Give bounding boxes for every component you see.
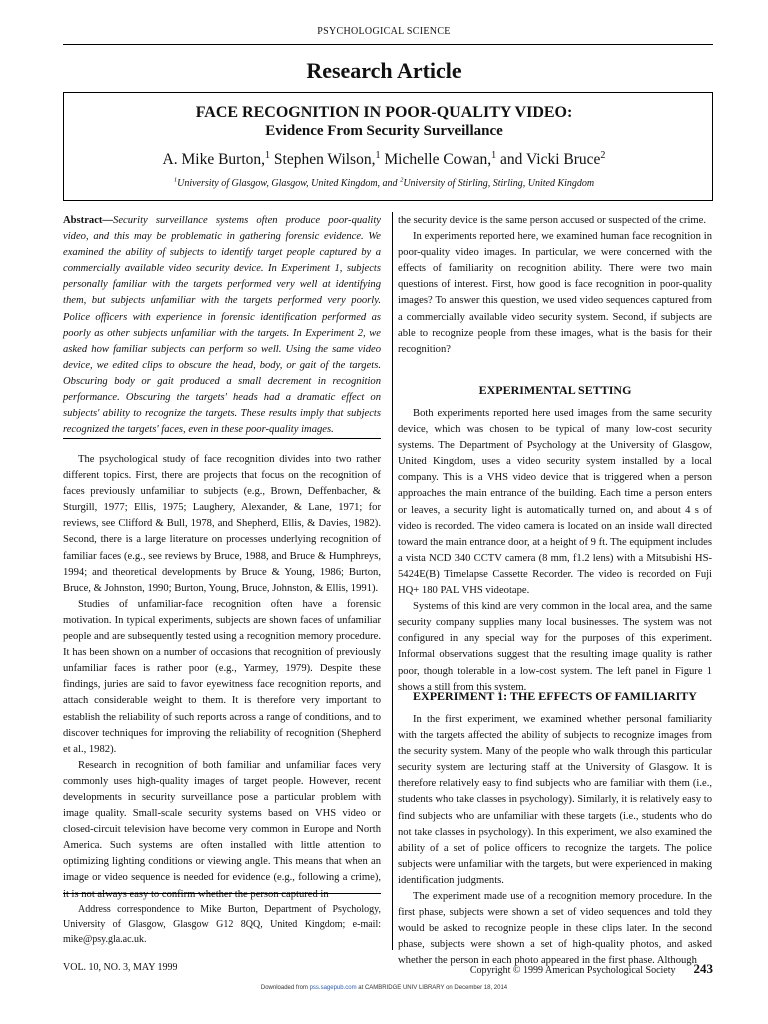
author-affiliation-mark: 2 bbox=[600, 149, 606, 161]
author-name: Michelle Cowan, bbox=[384, 151, 492, 168]
affiliation-text: University of Stirling, Stirling, United Kingdom bbox=[403, 178, 595, 189]
article-type-heading: Research Article bbox=[306, 58, 462, 83]
header-rule bbox=[63, 44, 713, 45]
page-number: 243 bbox=[693, 961, 713, 976]
body-paragraph: In experiments reported here, we examined human face recognition in poor-quality video images. In particular, we were concerned with the effects of familiarity on recognition ability. There were two main questions of interest. First, how good is face recognition in poor-quality images? To answer this question, we used video sequences captured from a commercially available video security system. Second, if subjects are able to recognize people from these images, what is the basis for their recognition? bbox=[398, 231, 712, 355]
article-title: FACE RECOGNITION IN POOR-QUALITY VIDEO: bbox=[195, 104, 573, 121]
body-paragraph: Studies of unfamiliar-face recognition often have a forensic motivation. In typical experiments, subjects are shown faces of unfamiliar people and are subsequently tested using a recognition memory procedure. It has been shown on a number of occasions that recognition of previously unfamiliar faces is rather poor (e.g., Yarmey, 1979). Despite these findings, juries are said to favor eyewitness face recognition reports, and attach considerable weight to them. It is therefore very important to establish the reliability of such reports across a range of conditions, and to discover techniques for improving the reliability of recognition (Shepherd et al., 1982). bbox=[63, 598, 381, 755]
left-column-body bbox=[63, 452, 381, 903]
abstract bbox=[63, 213, 381, 438]
body-paragraph: Research in recognition of both familiar and unfamiliar faces very commonly uses high-quality images of target people. However, recent developments in security surveillance pose a particular problem with image quality. Small-scale security systems based on VHS video or closed-circuit television have become very common in Europe and North America. Such systems are often installed with little attention to optimizing lighting conditions or viewing angle. This means that when an image or video sequence is needed for evidence (e.g., following a crime), it is not always easy to confirm whether the person captured in bbox=[63, 759, 381, 900]
volume-info: VOL. 10, NO. 3, MAY 1999 bbox=[63, 962, 178, 973]
author-name: A. Mike Burton, bbox=[162, 151, 265, 168]
body-paragraph: The psychological study of face recognition divides into two rather different topics. First, there are projects that focus on the recognition of faces previously unfamiliar to subjects (e.g., Brown, Deffenbacher, & Sturgill, 1977; Ellis, 1975; Laughery, Alexander, & Lane, 1971; for reviews, see Clifford & Bull, 1978, and Shepherd, Ellis, & Davies, 1982). Second, there is a large literature on processes underlying recognition of familiar faces (e.g., see reviews by Bruce, 1988, and Bruce & Humphreys, 1994; and theoretical developments by Bruce & Young, 1986; Burton, Bruce, & Johnston, 1990; Burton, Young, Bruce, Johnston, & Ellis, 1991). bbox=[63, 454, 381, 594]
body-paragraph: the security device is the same person accused or suspected of the crime. bbox=[398, 215, 706, 226]
section-experiment-1-body bbox=[398, 712, 712, 970]
affiliations bbox=[0, 178, 768, 189]
footnote-rule bbox=[63, 893, 381, 894]
author-name: and Vicki Bruce bbox=[500, 151, 601, 168]
abstract-label: Abstract— bbox=[63, 215, 114, 226]
abstract-text: Security surveillance systems often produce poor-quality video, and this may be problematic in gathering forensic evidence. We examined the ability of subjects to identify target people captured by a commercially available video security device. In Experiment 1, subjects personally familiar with the targets performed very well at identifying them, but subjects unfamiliar with the targets performed very poorly. Police officers with experience in forensic identification performed as poorly as other subjects unfamiliar with the targets. In Experiment 2, we asked how familiar subjects can perform so well. Using the same video device, we edited clips to obscure the head, body, or gait of the targets. Obscuring body or gait produced a small decrement in recognition performance. Obscuring the targets' heads had a dramatic effect on subjects' ability to recognize the targets. These results imply that subjects recognized the targets' faces, even in these poor-quality images. bbox=[63, 215, 381, 436]
download-notice bbox=[0, 985, 768, 991]
column-divider bbox=[392, 212, 393, 950]
author-list bbox=[0, 151, 768, 169]
affiliation-mark: 2 bbox=[400, 176, 404, 184]
correspondence-footnote bbox=[63, 902, 381, 947]
article-subtitle: Evidence From Security Surveillance bbox=[265, 123, 503, 139]
author-affiliation-mark: 1 bbox=[375, 149, 381, 161]
section-experimental-setting-body bbox=[398, 406, 712, 696]
affiliation-mark: 1 bbox=[173, 176, 178, 184]
body-paragraph: Both experiments reported here used images from the same security device, which was chosen to be typical of many low-cost security systems. The Department of Psychology at the University of Glasgow, United Kingdom, uses a video security system installed by a local company. This is a VHS video device that is triggered when a person approaches the main entrance of the building. Each time a person enters or leaves, a security light is automatically turned on, and about 4 s of video is recorded. The video camera is located on an inside wall directed toward the main entrance door, at a height of 9 ft. The equipment includes a vista NCD 340 CCTV camera (8 mm, f1.2 lens) with a Mitsubishi HS-5424E(B) Timelapse Cassette Recorder. The video is recorded on Fuji HQ+ 180 PAL VHS videotape. bbox=[398, 408, 712, 597]
download-prefix: Downloaded from bbox=[260, 985, 310, 991]
copyright-notice: Copyright © 1999 American Psychological Society bbox=[469, 965, 676, 976]
footnote-text: Address correspondence to Mike Burton, Department of Psychology, University of Glasgow, Glasgow G12 8QQ, United Kingdom; e-mail: mike@psy.gla.ac.uk. bbox=[63, 904, 381, 945]
section-heading-experiment-1: EXPERIMENT 1: THE EFFECTS OF FAMILIARITY bbox=[413, 689, 697, 703]
author-affiliation-mark: 1 bbox=[491, 149, 497, 161]
author-affiliation-mark: 1 bbox=[265, 149, 271, 161]
footer-right bbox=[455, 961, 713, 977]
title-frame-bottom-rule bbox=[63, 200, 713, 201]
download-suffix: at CAMBRIDGE UNIV LIBRARY on December 18, 2014 bbox=[356, 985, 508, 991]
right-column-intro bbox=[398, 213, 712, 358]
abstract-rule bbox=[63, 438, 381, 439]
body-paragraph: In the first experiment, we examined whether personal familiarity with the targets affected the ability of subjects to recognize images from the security system. Many of the people who walk through this particular security system are lecturing staff at the University of Glasgow. It is therefore relatively easy to find subjects who are familiar with them (i.e., students who take classes in psychology). Similarly, it is relatively easy to find subjects who are unfamiliar with these targets (i.e., students who do not take classes in psychology). In this experiment, we also examined the ability of a set of police officers to recognize the targets. The police subjects were unfamiliar with the targets, but were experienced in making identification judgments. bbox=[398, 714, 712, 886]
title-frame-top-rule bbox=[63, 92, 713, 93]
section-heading-experimental-setting: EXPERIMENTAL SETTING bbox=[478, 383, 632, 397]
affiliation-text: University of Glasgow, Glasgow, United Kingdom, and bbox=[177, 178, 401, 189]
journal-name: PSYCHOLOGICAL SCIENCE bbox=[317, 26, 451, 37]
body-paragraph: The experiment made use of a recognition memory procedure. In the first phase, subjects were shown a set of video sequences and told they would be asked to recognize people in these clips later. In the second phase, subjects were shown a set of high-quality photos, and asked whether the person in each photo appeared in the first phase. Although bbox=[398, 891, 712, 967]
body-paragraph: Systems of this kind are very common in the local area, and the same security company supplies many local businesses. The system was not configured in any special way for the purposes of this experiment. Informal observations suggest that the resulting image quality is rather poor, though tolerable in a low-cost system. The left panel in Figure 1 shows a still from this system. bbox=[398, 601, 712, 693]
author-name: Stephen Wilson, bbox=[273, 151, 376, 168]
download-link[interactable]: pss.sagepub.com bbox=[309, 985, 357, 991]
